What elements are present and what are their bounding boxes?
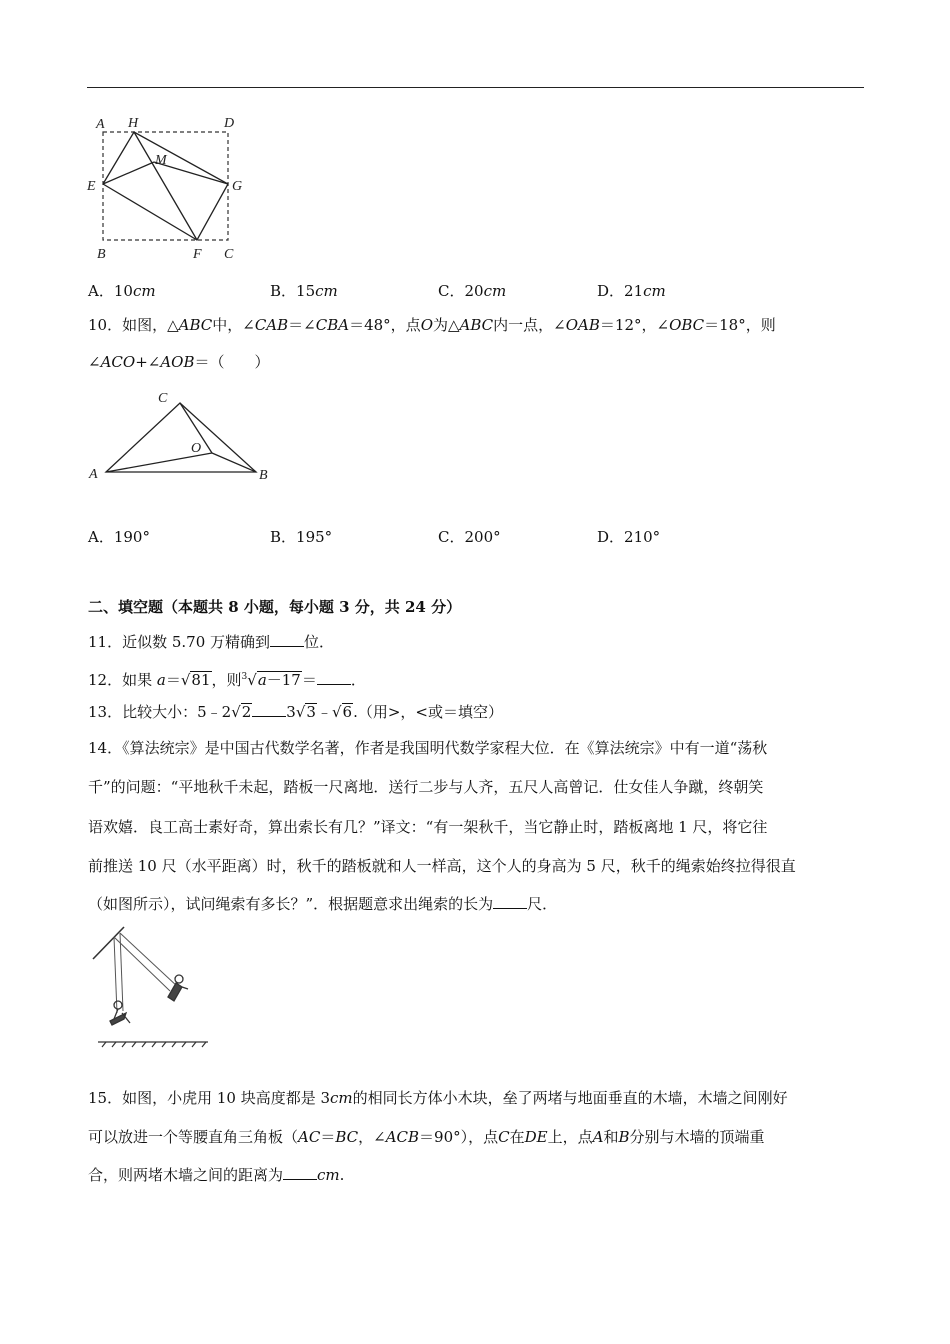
q9-label-G: G bbox=[232, 179, 243, 194]
q10-option-c[interactable]: C．200° bbox=[438, 528, 501, 546]
q9-label-H: H bbox=[128, 116, 139, 131]
q10-question-line-2: ∠ACO+∠AOB＝（ ） bbox=[88, 353, 270, 371]
q9-option-b[interactable]: B．15cm bbox=[270, 282, 338, 300]
q10-label-C: C bbox=[158, 391, 168, 406]
q15-line-3: 合，则两堵木墙之间的距离为 cm. bbox=[88, 1166, 345, 1184]
q15-answer-blank[interactable] bbox=[283, 1165, 317, 1180]
q10-option-d[interactable]: D．210° bbox=[597, 528, 661, 546]
q9-figure-lines bbox=[103, 132, 228, 240]
swing-ground bbox=[98, 1042, 208, 1047]
section-2-title: 二、填空题（本题共 8 小题，每小题 3 分，共 24 分） bbox=[88, 598, 462, 616]
swing-beam bbox=[93, 927, 124, 959]
swing-person-resting bbox=[110, 1001, 130, 1025]
q14-line-1: 14．《算法统宗》是中国古代数学名著，作者是我国明代数学家程大位．在《算法统宗》中有一道“荡秋 bbox=[88, 739, 768, 757]
q14-swing-figure bbox=[90, 925, 215, 1050]
q9-option-d[interactable]: D．21cm bbox=[597, 282, 666, 300]
q12-answer-blank[interactable] bbox=[317, 670, 351, 685]
q10-triangle-lines bbox=[106, 403, 256, 472]
q10-question-line-1: 10．如图，△ABC中，∠CAB＝∠CBA＝48°，点O为△ABC内一点，∠OAB＝12°，∠OBC＝18°，则 bbox=[88, 316, 776, 334]
q10-option-a[interactable]: A．190° bbox=[88, 528, 150, 546]
q9-option-c[interactable]: C．20cm bbox=[438, 282, 507, 300]
q14-line-5: （如图所示），试问绳索有多长？”．根据题意求出绳索的长为 尺． bbox=[88, 895, 558, 913]
q14-line-3: 语欢嬉．良工高士素好奇，算出索长有几？”译文：“有一架秋千，当它静止时，踏板离地 1 尺，将它往 bbox=[88, 818, 768, 836]
swing-ropes bbox=[114, 933, 178, 1013]
header-rule bbox=[87, 87, 864, 88]
q9-label-C: C bbox=[224, 247, 234, 262]
q10-label-A: A bbox=[89, 467, 98, 482]
q9-figure bbox=[86, 112, 256, 264]
q10-figure bbox=[86, 386, 276, 486]
q12-question: 12．如果 a＝√81，则$^3$√a－17＝ ． bbox=[88, 671, 366, 689]
q9-label-M: M bbox=[155, 153, 167, 168]
q15-line-1: 15．如图，小虎用 10 块高度都是 3cm的相同长方体小木块，垒了两堵与地面垂直的木墙，木墙之间刚好 bbox=[88, 1089, 788, 1107]
q9-label-B: B bbox=[97, 247, 106, 262]
q13-question: 13．比较大小：5﹣2√2 3√3﹣√6.（用>，<或＝填空） bbox=[88, 703, 503, 721]
q14-line-4: 前推送 10 尺（水平距离）时，秋千的踏板就和人一样高，这个人的身高为 5 尺，秋千的绳索始终拉得很直 bbox=[88, 857, 796, 875]
q9-label-D: D bbox=[224, 116, 235, 131]
q10-option-b[interactable]: B．195° bbox=[270, 528, 333, 546]
q15-line-2: 可以放进一个等腰直角三角板（AC＝BC，∠ACB＝90°），点C在DE上，点A和B分别与木墙的顶端重 bbox=[88, 1128, 765, 1146]
q9-label-A: A bbox=[96, 117, 105, 132]
q11-question: 11．近似数 5.70 万精确到 位． bbox=[88, 633, 335, 651]
swing-person-raised bbox=[168, 975, 188, 1001]
q14-line-2: 千”的问题：“平地秋千未起，踏板一尺离地．送行二步与人齐，五尺人高曾记．仕女佳人争蹴，终朝笑 bbox=[88, 778, 764, 796]
q10-label-O: O bbox=[191, 441, 202, 456]
q14-answer-blank[interactable] bbox=[493, 894, 527, 909]
q13-answer-blank[interactable] bbox=[252, 702, 286, 717]
q9-option-a[interactable]: A．10cm bbox=[88, 282, 156, 300]
q11-answer-blank[interactable] bbox=[270, 632, 304, 647]
q9-label-E: E bbox=[87, 179, 96, 194]
q10-label-B: B bbox=[259, 468, 268, 483]
q9-label-F: F bbox=[193, 247, 202, 262]
